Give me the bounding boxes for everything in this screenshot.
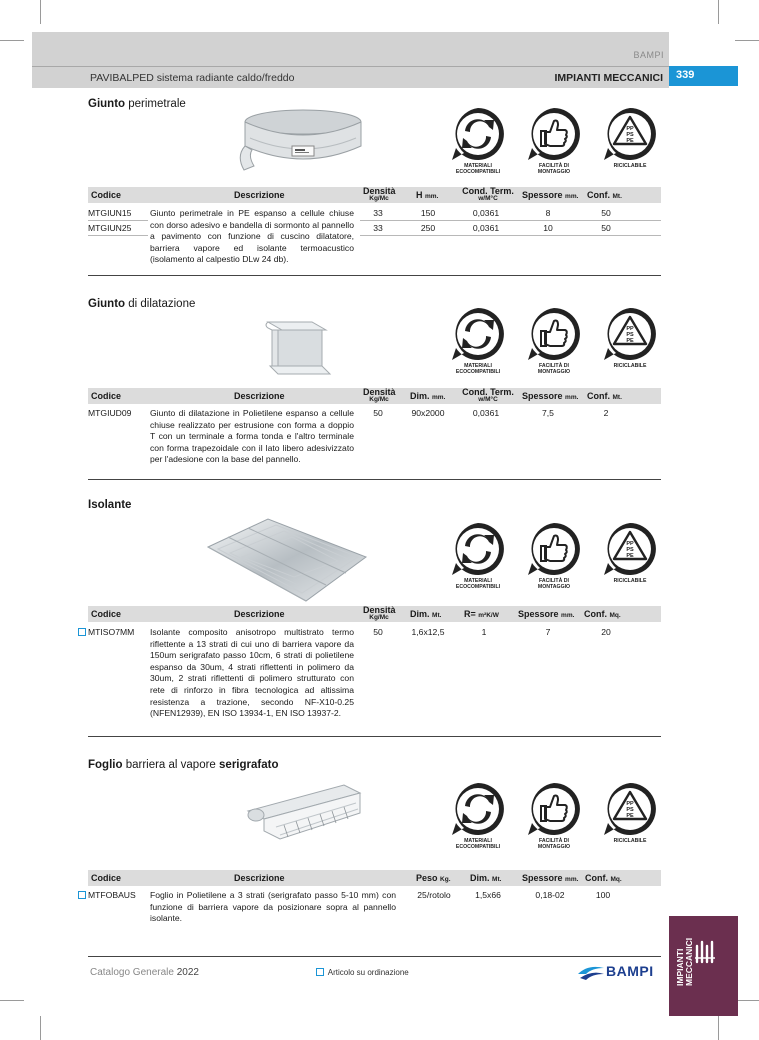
col-dim: Dim. Mt. <box>470 873 502 883</box>
col-densita: Densità Kg/Mc <box>363 605 396 621</box>
badge-recycle-label: RICICLABILE <box>613 838 647 844</box>
col-descrizione: Descrizione <box>234 609 285 619</box>
cell-dim: 1,6x12,5 <box>411 627 445 637</box>
badge-eco <box>448 106 508 176</box>
recycle-code-ps: PS <box>626 132 634 138</box>
crop-mark <box>718 0 719 24</box>
col-descrizione: Descrizione <box>234 391 285 401</box>
page-number: 339 <box>669 66 738 86</box>
cell-spessore: 10 <box>543 223 553 233</box>
order-checkbox-icon <box>78 891 86 899</box>
cell-spessore: 7,5 <box>542 408 554 418</box>
badge-ease-label: FACILITÀ DI MONTAGGIO <box>537 578 571 590</box>
cell-dim: 1,5x66 <box>475 890 501 900</box>
col-dim: Dim. mm. <box>410 391 446 401</box>
col-h: H mm. <box>416 190 439 200</box>
col-codice: Codice <box>91 609 122 619</box>
col-codice: Codice <box>91 190 122 200</box>
cell-codice: MTGIUD09 <box>88 408 132 418</box>
cell-dim: 90x2000 <box>411 408 445 418</box>
col-conf: Conf. Mq. <box>584 609 621 619</box>
col-conf: Conf. Mt. <box>587 391 622 401</box>
badge-recycle-label: RICICLABILE <box>613 163 647 169</box>
badge-eco <box>448 306 508 376</box>
side-tab-label: IMPIANTI MECCANICI <box>675 937 694 986</box>
cell-descrizione: Giunto di dilatazione in Polietilene espanso a cellule chiuse realizzato per estrusione con forma a doppio T con un terminale a forma tonda e l'altro terminale con forma trapezoidale con il lato libero adesivizzato per l'adesione con la base del pannello. <box>150 408 354 465</box>
recycle-code-pe: PE <box>626 138 634 144</box>
radiator-icon <box>694 936 718 966</box>
cell-h: 250 <box>420 223 436 233</box>
recycle-code-pe: PE <box>626 813 634 819</box>
row-divider <box>360 235 661 236</box>
section-title: Giunto di dilatazione <box>88 298 196 310</box>
cell-descrizione: Foglio in Polietilene a 3 strati (serigrafato passo 5-10 mm) con funzione di barriera vapore da posizionare sopra al pannello isolante. <box>150 890 396 924</box>
cell-cond: 0,0361 <box>472 408 500 418</box>
crop-mark <box>735 40 759 41</box>
footer-divider <box>88 956 661 957</box>
col-cond: Cond. Term. w/M°C <box>462 186 514 202</box>
section-giunto-perimetrale <box>88 98 661 276</box>
cell-cond: 0,0361 <box>472 223 500 233</box>
section-title: Giunto perimetrale <box>88 98 186 110</box>
section-divider <box>88 275 661 276</box>
order-checkbox-icon <box>78 628 86 636</box>
cell-conf: 100 <box>595 890 611 900</box>
col-dim: Dim. Mt. <box>410 609 442 619</box>
col-spessore: Spessore mm. <box>522 190 579 200</box>
cell-codice: MTGIUN25 <box>88 223 132 233</box>
table-header <box>88 388 661 404</box>
recycle-triangle-icon <box>600 781 660 837</box>
crop-mark <box>718 1016 719 1040</box>
recycle-code-pp: PP <box>626 541 634 547</box>
eco-recycle-arrows-icon <box>448 521 508 577</box>
col-r: R= m²K/W <box>464 609 499 619</box>
badge-recycle <box>600 306 660 370</box>
cell-descrizione: Giunto perimetrale in PE espanso a cellule chiuse con dorso adesivo e bandella di sormonto al pannello a pavimento con funzione di cuscino dilatatore, barriera vapore ed isolante termoacustico (isolamento al calpestio DLw 24 db). <box>150 208 354 265</box>
badge-recycle <box>600 781 660 845</box>
section-giunto-dilatazione <box>88 298 661 480</box>
cell-spessore: 7 <box>545 627 551 637</box>
section-title: Isolante <box>88 499 132 511</box>
col-descrizione: Descrizione <box>234 873 285 883</box>
recycle-code-pe: PE <box>626 553 634 559</box>
feature-badges <box>448 106 661 186</box>
badge-ease-label: FACILITÀ DI MONTAGGIO <box>537 838 571 850</box>
table-header <box>88 870 661 886</box>
recycle-code-ps: PS <box>626 547 634 553</box>
cell-peso: 25/rotolo <box>417 890 451 900</box>
thumbs-up-icon <box>524 306 584 362</box>
badge-eco <box>448 781 508 851</box>
badge-eco-label: MATERIALI ECOCOMPATIBILI <box>455 163 501 175</box>
reflective-insulation-panels-image <box>198 517 368 603</box>
perimeter-joint-roll-image <box>238 108 368 178</box>
cell-conf: 50 <box>601 223 611 233</box>
col-densita: Densità Kg/Mc <box>363 387 396 403</box>
header-brand: BAMPI <box>633 50 664 60</box>
footer-catalog: Catalogo Generale 2022 <box>90 967 199 978</box>
recycle-code-pp: PP <box>626 326 634 332</box>
recycle-code-pp: PP <box>626 801 634 807</box>
recycle-code-pe: PE <box>626 338 634 344</box>
recycle-code-pp: PP <box>626 126 634 132</box>
cell-codice: MTISO7MM <box>78 627 134 637</box>
eco-recycle-arrows-icon <box>448 106 508 162</box>
col-cond: Cond. Term. w/M°C <box>462 387 514 403</box>
col-conf: Conf. Mt. <box>587 190 622 200</box>
badge-recycle-label: RICICLABILE <box>613 363 647 369</box>
badge-recycle-label: RICICLABILE <box>613 578 647 584</box>
row-divider <box>360 220 661 221</box>
table-header <box>88 606 661 622</box>
cell-densita: 33 <box>373 208 383 218</box>
thumbs-up-icon <box>524 521 584 577</box>
header-divider <box>32 66 669 67</box>
cell-conf: 50 <box>601 208 611 218</box>
order-checkbox-icon <box>316 968 324 976</box>
recycle-triangle-icon <box>600 306 660 362</box>
crop-mark <box>0 1000 24 1001</box>
col-spessore: Spessore mm. <box>522 391 579 401</box>
badge-eco-label: MATERIALI ECOCOMPATIBILI <box>455 363 501 375</box>
col-spessore: Spessore mm. <box>522 873 579 883</box>
cell-h: 150 <box>420 208 436 218</box>
badge-ease <box>524 106 584 176</box>
vapor-barrier-roll-image <box>240 783 364 841</box>
col-spessore: Spessore mm. <box>518 609 575 619</box>
recycle-triangle-icon <box>600 521 660 577</box>
feature-badges <box>448 306 661 386</box>
badge-ease <box>524 781 584 851</box>
row-divider <box>88 235 148 236</box>
feature-badges <box>448 521 661 601</box>
footer-logo-text: BAMPI <box>606 963 654 979</box>
badge-eco-label: MATERIALI ECOCOMPATIBILI <box>455 838 501 850</box>
col-conf: Conf. Mq. <box>585 873 622 883</box>
cell-r: 1 <box>481 627 487 637</box>
badge-eco <box>448 521 508 591</box>
recycle-triangle-icon <box>600 106 660 162</box>
badge-ease-label: FACILITÀ DI MONTAGGIO <box>537 363 571 375</box>
col-descrizione: Descrizione <box>234 190 285 200</box>
col-densita: Densità Kg/Mc <box>363 186 396 202</box>
col-codice: Codice <box>91 391 122 401</box>
badge-recycle <box>600 521 660 585</box>
section-divider <box>88 736 661 737</box>
cell-codice: MTGIUN15 <box>88 208 132 218</box>
badge-ease <box>524 306 584 376</box>
header-subtitle: PAVIBALPED sistema radiante caldo/freddo <box>90 72 295 84</box>
crop-mark <box>0 40 24 41</box>
col-codice: Codice <box>91 873 122 883</box>
badge-recycle <box>600 106 660 170</box>
col-peso: Peso Kg. <box>416 873 451 883</box>
row-divider <box>88 220 148 221</box>
cell-densita: 50 <box>373 408 383 418</box>
footer-order-note: Articolo su ordinazione <box>316 968 409 977</box>
recycle-code-ps: PS <box>626 807 634 813</box>
badge-eco-label: MATERIALI ECOCOMPATIBILI <box>455 578 501 590</box>
cell-cond: 0,0361 <box>472 208 500 218</box>
cell-densita: 33 <box>373 223 383 233</box>
thumbs-up-icon <box>524 106 584 162</box>
section-isolante <box>88 499 661 737</box>
section-divider <box>88 479 661 480</box>
cell-spessore: 0,18-02 <box>535 890 565 900</box>
cell-spessore: 8 <box>545 208 551 218</box>
table-header <box>88 187 661 203</box>
cell-densita: 50 <box>373 627 383 637</box>
cell-codice: MTFOBAUS <box>78 890 136 900</box>
section-foglio-barriera <box>88 759 661 949</box>
cell-descrizione: Isolante composito anisotropo multistrato termo riflettente a 13 strati di cui uno di barriera vapore da 150um serigrafato passo 10cm, 6 strati di polietilene espanso da 30um, 4 strati riflettenti in polimero da 30um, 2 strati riflettenti di polimero strutturato con rete di rinforzo in fibra tecnologica ad altissima resistenza a trazione, secondo NF-X10-0.25 (NFEN12939), EN ISO 13934-1, EN ISO 13937-2. <box>150 627 354 719</box>
eco-recycle-arrows-icon <box>448 781 508 837</box>
crop-mark <box>735 1000 759 1001</box>
eco-recycle-arrows-icon <box>448 306 508 362</box>
section-title: Foglio barriera al vapore serigrafato <box>88 759 279 771</box>
feature-badges <box>448 781 661 861</box>
crop-mark <box>40 0 41 24</box>
expansion-joint-profile-image <box>264 316 334 380</box>
crop-mark <box>40 1016 41 1040</box>
header-section-title: IMPIANTI MECCANICI <box>554 72 663 84</box>
cell-conf: 2 <box>603 408 609 418</box>
cell-conf: 20 <box>601 627 611 637</box>
badge-ease-label: FACILITÀ DI MONTAGGIO <box>537 163 571 175</box>
thumbs-up-icon <box>524 781 584 837</box>
badge-ease <box>524 521 584 591</box>
recycle-code-ps: PS <box>626 332 634 338</box>
